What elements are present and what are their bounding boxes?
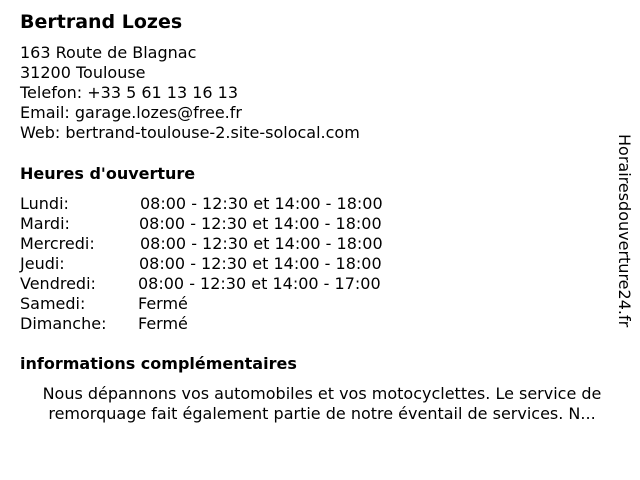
description-line: remorquage fait également partie de notre éventail de services. N... <box>48 404 596 423</box>
day-hours: 08:00 - 12:30 et 14:00 - 18:00 <box>139 214 382 233</box>
day-hours: 08:00 - 12:30 et 14:00 - 18:00 <box>140 234 383 253</box>
site-watermark: Horairesdouverture24.fr <box>615 134 634 328</box>
day-label: Mercredi: <box>20 234 95 253</box>
day-label: Lundi: <box>20 194 69 213</box>
web-line: Web: bertrand-toulouse-2.site-solocal.com <box>20 123 360 142</box>
phone-line: Telefon: +33 5 61 13 16 13 <box>20 83 239 102</box>
info-heading: informations complémentaires <box>20 354 297 373</box>
day-hours: 08:00 - 12:30 et 14:00 - 18:00 <box>140 194 383 213</box>
day-label: Vendredi: <box>20 274 96 293</box>
day-hours: Fermé <box>138 314 188 333</box>
day-label: Jeudi: <box>20 254 65 273</box>
business-name: Bertrand Lozes <box>20 11 183 33</box>
day-label: Mardi: <box>20 214 70 233</box>
day-hours: Fermé <box>138 294 188 313</box>
day-hours: 08:00 - 12:30 et 14:00 - 18:00 <box>139 254 382 273</box>
contact-block <box>20 43 360 143</box>
address-city: 31200 Toulouse <box>20 63 146 82</box>
day-label: Samedi: <box>20 294 86 313</box>
day-label: Dimanche: <box>20 314 107 333</box>
email-line: Email: garage.lozes@free.fr <box>20 103 242 122</box>
hours-heading: Heures d'ouverture <box>20 164 196 183</box>
day-hours: 08:00 - 12:30 et 14:00 - 17:00 <box>138 274 381 293</box>
address-street: 163 Route de Blagnac <box>20 43 197 62</box>
description-text <box>20 384 624 424</box>
description-line: Nous dépannons vos automobiles et vos motocyclettes. Le service de <box>42 384 602 403</box>
